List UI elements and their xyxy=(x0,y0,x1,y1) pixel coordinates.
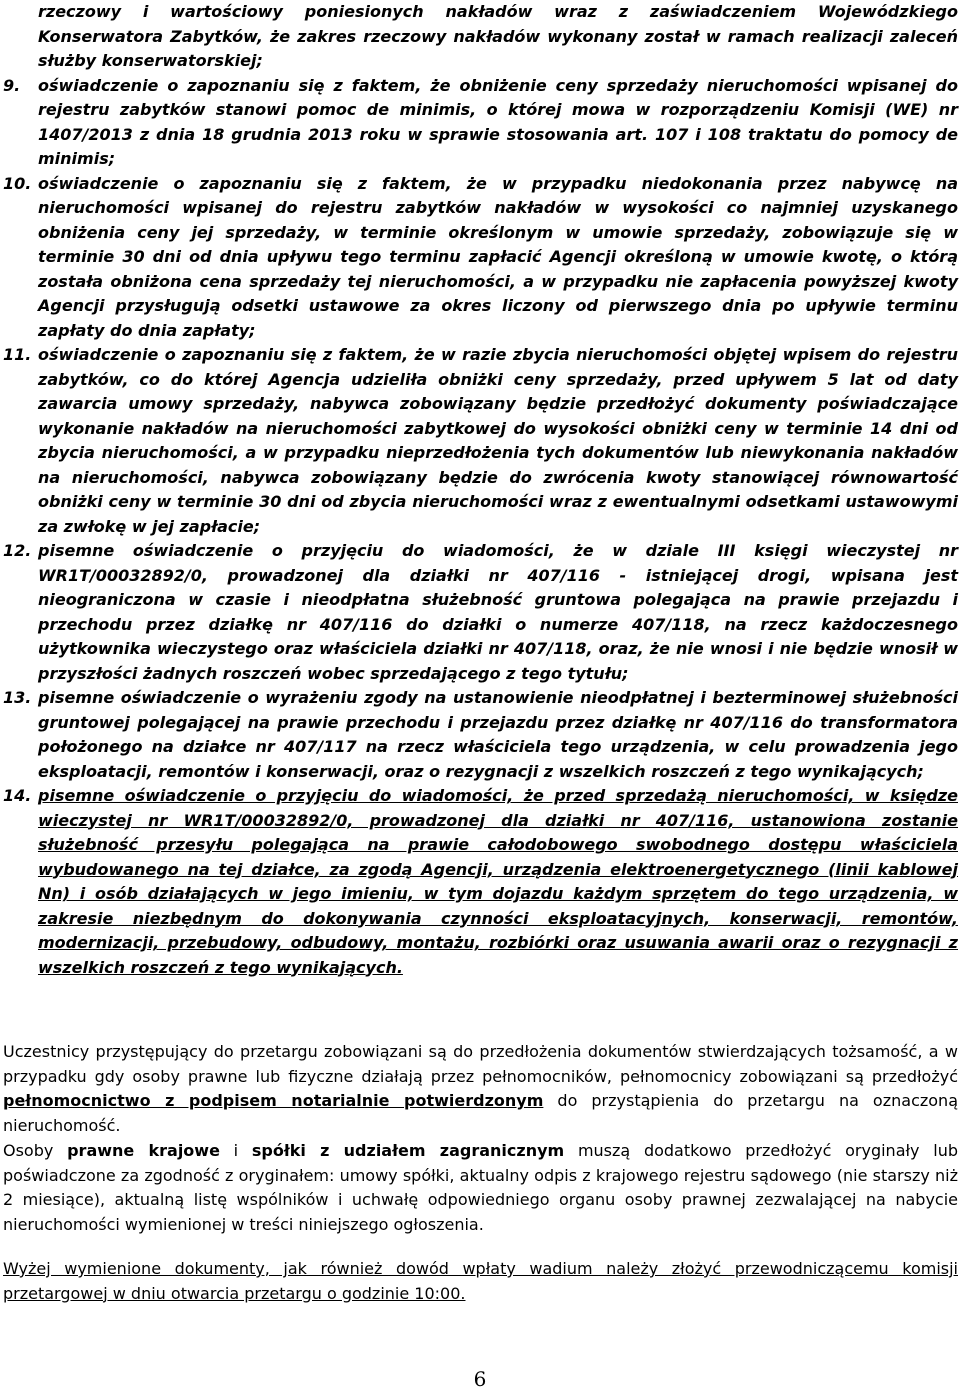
list-item-number: 10. xyxy=(3,173,32,193)
list-item-text: pisemne oświadczenie o przyjęciu do wiadomości, że w dziale III księgi wieczystej nr WR1T/00032892/0, prowadzonej dla działki nr 407/116 - istniejącej drogi, wpisana jest nieograniczona w czasie i nieodpłatna służebność gruntowa polegająca na prawie przejazdu i przechodu przez działkę nr 407/116 do działki o numerze 407/118, na rzecz każdoczesnego użytkownika wieczystego oraz właściciela działki nr 407/118, oraz, że nie wnosi i nie będzie wnosił w przyszłości żadnych roszczeń wobec sprzedającego z tego tytułu; xyxy=(38,541,958,683)
list-item-text: oświadczenie o zapoznaniu się z faktem, że obniżenie ceny sprzedaży nieruchomości wpisanej do rejestru zabytków stanowi pomoc de minimis, o której mowa w rozporządzeniu Komisji (WE) nr 1407/2013 z dnia 18 grudnia 2013 roku w sprawie stosowania art. 107 i 108 traktatu do pomocy de minimis; xyxy=(38,75,958,168)
paragraph-text: Uczestnicy przystępujący do przetargu zobowiązani są do przedłożenia dokumentów stwierdzających tożsamość, a w przypadku gdy osoby prawne lub fizyczne działają przez pełnomocników, pełnomocnicy zobowiązani są przedłożyć xyxy=(3,1042,958,1086)
list-item xyxy=(0,343,960,539)
list-item-text: oświadczenie o zapoznaniu się z faktem, że w przypadku niedokonania przez nabywcę na nieruchomości wpisanej do rejestru zabytków nakładów w wysokości co najmniej uzyskanego obniżenia ceny jej sprzedaży, w terminie określonym w umowie sprzedaży, zobowiązuje się w terminie 30 dni od dnia upływu tego terminu zapłacić Agencji określoną w umowie kwotę, o którą została obniżona cena sprzedaży tej nieruchomości, a w przypadku nie zapłacenia powyższej kwoty Agencji przysługują odsetki ustawowe za okres liczony od pierwszego dnia po upływie terminu zapłaty do dnia zapłaty; xyxy=(38,173,958,340)
paragraph-text: i xyxy=(219,1141,252,1160)
list-item-number: 9. xyxy=(3,75,21,95)
list-item xyxy=(0,74,960,172)
list-item xyxy=(0,0,960,74)
list-item-number: 13. xyxy=(3,688,32,707)
paragraph-text: do przystąpienia do przetargu na oznaczoną nieruchomość. xyxy=(3,1091,958,1135)
list-item-text: rzeczowy i wartościowy poniesionych nakładów wraz z zaświadczeniem Wojewódzkiego Konserwatora Zabytków, że zakres rzeczowy nakładów wykonany został w ramach realizacji zaleceń służby konserwatorskiej; xyxy=(38,2,958,70)
list-item xyxy=(0,172,960,344)
paragraph-emphasis: pełnomocnictwo z podpisem notarialnie potwierdzonym xyxy=(3,1091,544,1110)
list-item-text-underlined: pisemne oświadczenie o przyjęciu do wiadomości, że przed sprzedażą nieruchomości, w księdze wieczystej nr WR1T/00032892/0, prowadzonej dla działki nr 407/116, ustanowiona zostanie służebność przesyłu polegająca na prawie całodobowego swobodnego dostępu właściciela wybudowanego na tej działce, za zgodą Agencji, urządzenia elektroenergetycznego (linii kablowej Nn) i osób działających w jego imieniu, w tym dojazdu każdym sprzętem do tego urządzenia, w zakresie niezbędnym do dokonywania czynności eksploatacyjnych, konserwacji, remontów, modernizacji, przebudowy, odbudowy, montażu, rozbiórki oraz usuwania awarii oraz o rezygnacji z wszelkich roszczeń z tego wynikających. xyxy=(38,786,958,977)
list-item-number: 12. xyxy=(3,541,32,560)
paragraph-submission-note: Wyżej wymienione dokumenty, jak również dowód wpłaty wadium należy złożyć przewodniczącemu komisji przetargowej w dniu otwarcia przetargu o godzinie 10:00. xyxy=(3,1259,958,1303)
list-item-text: oświadczenie o zapoznaniu się z faktem, że w razie zbycia nieruchomości objętej wpisem do rejestru zabytków, co do której Agencja udzieliła obniżki ceny sprzedaży, przed upływem 5 lat od daty zawarcia umowy sprzedaży, nabywca zobowiązany będzie przedłożyć dokumenty poświadczające wykonanie nakładów na nieruchomości zabytkowej do wysokości obniżki ceny w terminie 14 dni od zbycia nieruchomości, a w przypadku nieprzedłożenia tych dokumentów lub niewykonania nakładów na nieruchomości, nabywca zobowiązany będzie do zwrócenia kwoty stanowiącej równowartość obniżki ceny w terminie 30 dni od zbycia nieruchomości wraz z ewentualnymi odsetkami ustawowymi za zwłokę w jej zapłacie; xyxy=(38,345,958,536)
paragraph-emphasis: prawne krajowe xyxy=(67,1141,220,1160)
list-item-number: 11. xyxy=(3,345,32,364)
list-item-text: pisemne oświadczenie o wyrażeniu zgody na ustanowienie nieodpłatnej i bezterminowej służebności gruntowej polegającej na prawie przechodu i przejazdu przez działkę nr 407/116 do transformatora położonego na działce nr 407/117 na rzecz właściciela tego urządzenia, w celu prowadzenia jego eksploatacji, remontów i konserwacji, oraz o rezygnacji z wszelkich roszczeń z tego wynikających; xyxy=(38,688,958,781)
list-item xyxy=(0,539,960,686)
list-item xyxy=(0,784,960,980)
list-item-number xyxy=(0,0,38,74)
paragraph-text: Osoby xyxy=(3,1141,68,1160)
paragraph-legal-entities xyxy=(3,1139,958,1237)
paragraph-text: muszą dodatkowo przedłożyć oryginały lub poświadczone za zgodność z oryginałem: umowy spółki, aktualny odpis z krajowego rejestru sądowego (nie starszy niż 2 miesiące), aktualną listę wspólników i uchwałę odpowiedniego organu osoby prawnej zezwalającej na nabycie nieruchomości wymienionej w treści niniejszego ogłoszenia. xyxy=(3,1141,958,1234)
paragraph-emphasis: spółki z udziałem zagranicznym xyxy=(251,1141,565,1160)
page-number: 6 xyxy=(473,1367,487,1391)
list-item xyxy=(0,686,960,784)
list-item-number: 14. xyxy=(3,786,32,805)
paragraph-identity-documents xyxy=(3,1040,958,1138)
